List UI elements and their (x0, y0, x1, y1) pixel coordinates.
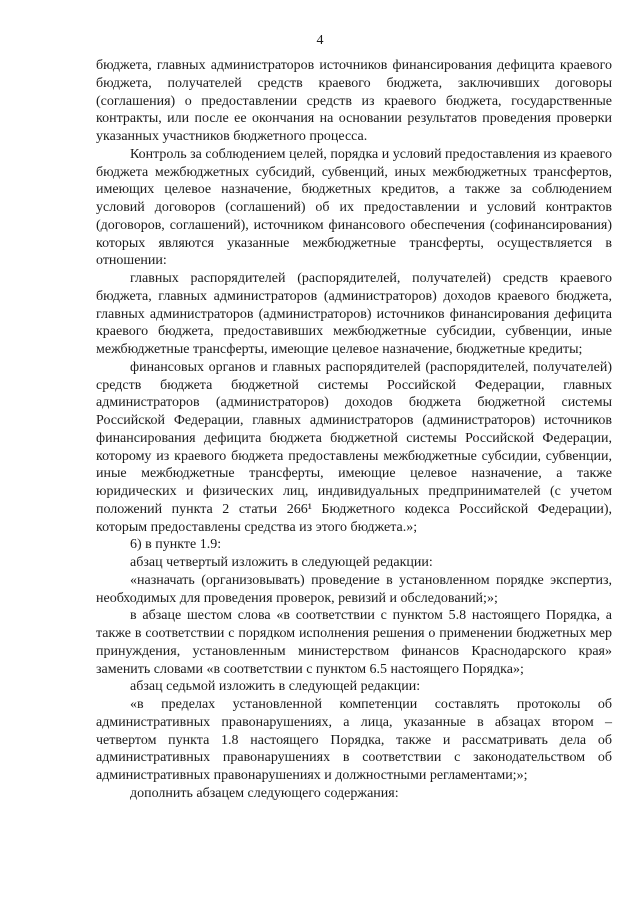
paragraph-abzac-6: в абзаце шестом слова «в соответствии с пунктом 5.8 настоящего Порядка, а также в соответствии с порядком исполнения решения о применении бюджетных мер принуждения, установленным министерством финансов Краснодарского края» заменить словами «в соответствии с пунктом 6.5 настоящего Порядка»; (96, 608, 612, 677)
paragraph-add-abzac: дополнить абзацем следующего содержания: (130, 785, 399, 801)
paragraph-quote-protocols: «в пределах установленной компетенции составлять протоколы об административных правонарушениях, а лица, указанные в абзацах втором – четвертом пункта 1.8 настоящего Порядка, также и рассматривать дела об административных правонарушениях в соответствии с законодательством об административных правонарушениях и должностными регламентами;»; (96, 697, 612, 783)
paragraph-financial-bodies: финансовых органов и главных распорядителей (распорядителей, получателей) средств бюджета бюджетной системы Российской Федерации, главных администраторов (администраторов) доходов бюджета бюджетной системы Российской Федерации, главных администраторов (администраторов) источников финансирования дефицита бюджета бюджетной системы Российской Федерации, которому из краевого бюджета предоставлены межбюджетные субсидии, субвенции, иные межбюджетные трансферты, имеющие целевое назначение, а также юридических и физических лиц, индивидуальных предпринимателей (с учетом положений пункта 2 статьи 266¹ Бюджетного кодекса Российской Федерации), которым предоставлены средства из этого бюджета.»; (96, 359, 612, 535)
paragraph-control-intro: Контроль за соблюдением целей, порядка и условий предоставления из краевого бюджета межбюджетных субсидий, субвенций, иных межбюджетных трансфертов, имеющих целевое назначение, бюджетных кредитов, а также за соблюдением условий договоров (соглашений) об их предоставлении и условий контрактов (договоров, соглашений), источником финансового обеспечения (софинансирования) которых являются указанные межбюджетные трансферты, осуществляется в отношении: (96, 146, 612, 269)
paragraph-abzac-7: абзац седьмой изложить в следующей редакции: (130, 679, 421, 695)
page-number: 4 (316, 33, 324, 48)
paragraph-quote-expertise: «назначать (организовывать) проведение в установленном порядке экспертиз, необходимых для проведения проверок, ревизий и обследований;»; (96, 572, 612, 606)
paragraph-item-6: 6) в пункте 1.9: (130, 537, 222, 553)
paragraph-abzac-4: абзац четвертый изложить в следующей редакции: (130, 555, 433, 570)
paragraph-continuation: бюджета, главных администраторов источников финансирования дефицита краевого бюджета, получателей средств краевого бюджета, заключивших договоры (соглашения) о предоставлении средств из краевого бюджета, государственные контракты, или после ее окончания на основании результатов проведения проверки указанных участников бюджетного процесса. (96, 58, 612, 144)
paragraph-main-administrators: главных распорядителей (распорядителей, получателей) средств краевого бюджета, главных администраторов (администраторов) доходов краевого бюджета, главных администраторов (администраторов) источников финансирования дефицита краевого бюджета, предоставивших межбюджетные субсидии, субвенции, иные межбюджетные трансферты, имеющие целевое назначение, бюджетные кредиты; (96, 271, 612, 357)
document-body (96, 57, 612, 803)
